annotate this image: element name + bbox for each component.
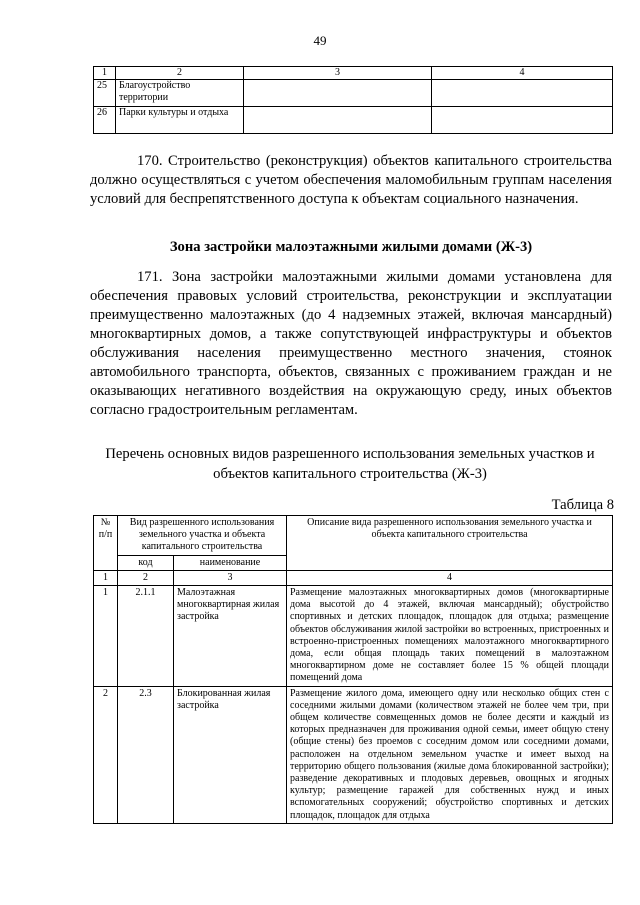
row-cell bbox=[432, 107, 613, 134]
table-row bbox=[94, 80, 613, 107]
table-row bbox=[94, 586, 613, 687]
row-cell bbox=[244, 107, 432, 134]
table-header-row bbox=[94, 516, 613, 556]
table-cell: 4 bbox=[432, 67, 613, 80]
page-number: 49 bbox=[313, 33, 327, 48]
row-code: 2.1.1 bbox=[118, 586, 174, 687]
table-cell: 1 bbox=[94, 570, 118, 585]
header-number: № п/п bbox=[94, 516, 118, 571]
header-code: код bbox=[118, 555, 174, 570]
table-index-row bbox=[94, 570, 613, 585]
row-description: Размещение малоэтажных многоквартирных домов (многоквартирные дома высотой до 4 этажей, включая мансардный); обустройство спортивных и детских площадок, площадок для отдыха; размещение объектов обслуживания жилой застройки во встроенных, пристроенных и встроенно-пристроенных помещениях малоэтажного многоквартирного дома, если общая площадь таких помещений в малоэтажном многоквартирном доме не составляет более 15 % общей площади помещений дома bbox=[287, 586, 613, 687]
row-cell bbox=[244, 80, 432, 107]
land-use-table bbox=[93, 515, 613, 824]
table-row bbox=[94, 686, 613, 823]
table-cell: 3 bbox=[174, 570, 287, 585]
header-kind: Вид разрешенного использования земельного участка и объекта капитального строительства bbox=[118, 516, 287, 556]
table-cell: 1 bbox=[94, 67, 116, 80]
list-title: Перечень основных видов разрешенного использования земельных участков и объектов капитального строительства (Ж-3) bbox=[105, 446, 595, 482]
header-description: Описание вида разрешенного использования земельного участка и объекта капитального строительства bbox=[287, 516, 613, 571]
row-name: Малоэтажная многоквартирная жилая застройка bbox=[174, 586, 287, 687]
table-row bbox=[94, 107, 613, 134]
row-name: Блокированная жилая застройка bbox=[174, 686, 287, 823]
row-name: Парки культуры и отдыха bbox=[116, 107, 244, 134]
table-cell: 2 bbox=[118, 570, 174, 585]
row-code: 2.3 bbox=[118, 686, 174, 823]
row-number: 2 bbox=[94, 686, 118, 823]
row-description: Размещение жилого дома, имеющего одну или несколько общих стен с соседними жилыми домами (количеством этажей не более чем три, при общем количестве совмещенных домов не более десяти и каждый из которых предназначен для проживания одной семьи, имеет общую стену (общие стены) без проемов с соседним домом или соседними домами, расположен на отдельном земельном участке и имеет выход на территорию общего пользования (жилые дома блокированной застройки); разведение декоративных и плодовых деревьев, овощных и ягодных культур; размещение гаражей для собственных нужд и иных вспомогательных сооружений; обустройство спортивных и детских площадок, площадок для отдыха bbox=[287, 686, 613, 823]
row-number: 1 bbox=[94, 586, 118, 687]
table-cell: 2 bbox=[116, 67, 244, 80]
table-index-row bbox=[94, 67, 613, 80]
table-cell: 4 bbox=[287, 570, 613, 585]
table-caption: Таблица 8 bbox=[551, 497, 614, 513]
table-cell: 3 bbox=[244, 67, 432, 80]
row-number: 26 bbox=[94, 107, 116, 134]
continued-table bbox=[93, 66, 613, 134]
paragraph-170: 170. Строительство (реконструкция) объектов капитального строительства должно осуществляться с учетом обеспечения маломобильным группам населения условий для беспрепятственного доступа к объектам социального назначения. bbox=[90, 153, 612, 207]
paragraph-171: 171. Зона застройки малоэтажными жилыми домами установлена для обеспечения правовых условий строительства, реконструкции и эксплуатации преимущественно малоэтажных (до 4 надземных этажей, включая мансардный) многоквартирных домов, а также сопутствующей инфраструктуры и объектов обслуживания населения преимущественно местного значения, стоянок автомобильного транспорта, объектов, связанных с проживанием граждан и не оказывающих негативного воздействия на окружающую среду, иных объектов согласно градостроительным регламентам. bbox=[90, 269, 612, 418]
row-number: 25 bbox=[94, 80, 116, 107]
zone-heading: Зона застройки малоэтажными жилыми домами (Ж-3) bbox=[169, 239, 533, 255]
row-cell bbox=[432, 80, 613, 107]
row-name: Благоустройство территории bbox=[116, 80, 244, 107]
header-name: наименование bbox=[174, 555, 287, 570]
